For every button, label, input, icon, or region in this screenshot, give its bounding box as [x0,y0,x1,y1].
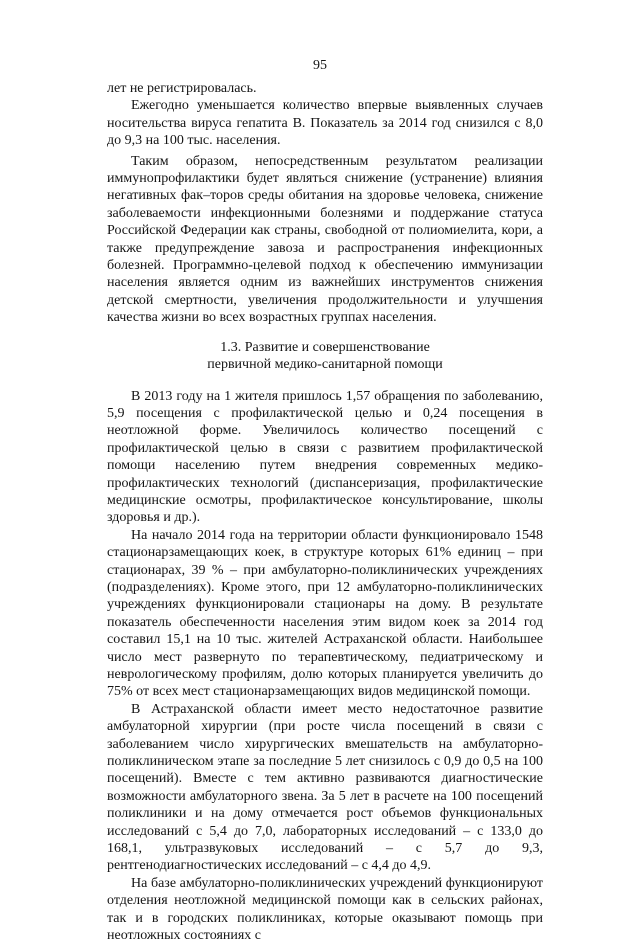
paragraph: На базе амбулаторно-поликлинических учреждений функционируют отделения неотложной медицинской помощи как в сельских районах, так и в городских поликлиниках, которые оказывают помощь при неотложных состояниях с [107,875,543,944]
paragraph: В 2013 году на 1 жителя пришлось 1,57 обращения по заболеванию, 5,9 посещения с профилактической целью и 0,24 посещения в неотложной форме. Увеличилось количество посещений с профилактической целью в связи с развитием профилактической помощи населению путем внедрения современных медико-профилактических технологий (диспансеризация, профилактические медицинские осмотры, профилактическое консультирование, школы здоровья и др.). [107,388,543,526]
section-heading-line: 1.3. Развитие и совершенствование [220,339,430,355]
body-text [107,80,543,945]
paragraph: лет не регистрировалась. [107,81,257,96]
paragraph: В Астраханской области имеет место недостаточное развитие амбулаторной хирургии (при росте числа посещений в связи с заболеванием число хирургических вмешательств на амбулаторно-поликлиническом этапе за последние 5 лет снизилось с 0,9 до 0,5 на 100 посещений). Вместе с тем активно развиваются диагностические возможности амбулаторного звена. За 5 лет в расчете на 100 посещений поликлиники и на дому отмечается рост объемов функциональных исследований с 5,4 до 7,0, лабораторных исследований – с 133,0 до 168,1, ультразвуковых исследований – с 5,7 до 9,3, рентгенодиагностических исследований – с 4,4 до 4,9. [107,701,543,874]
paragraph: Таким образом, непосредственным результатом реализации иммунопрофилактики будет являться снижение (устранение) влияния негативных фак–торов среды обитания на здоровье человека, снижение заболеваемости инфекционными болезнями и поддержание статуса Российской Федерации как страны, свободной от полиомиелита, кори, а также предупреждение завоза и распространения инфекционных болезней. Программно-целевой подход к обеспечению иммунизации населения является одним из важнейших инструментов снижения детской смертности, увеличения продолжительности и улучшения качества жизни во всех возрастных группах населения. [107,153,543,326]
paragraph: Ежегодно уменьшается количество впервые выявленных случаев носительства вируса гепатита B. Показатель за 2014 год снизился с 8,0 до 9,3 на 100 тыс. населения. [107,98,543,149]
section-heading [107,339,543,374]
paragraph: На начало 2014 года на территории области функционировало 1548 стационарзамещающих коек, в структуре которых 61% единиц – при стационарах, 39 % – при амбулаторно-поликлинических учреждениях (подразделениях). Кроме этого, при 12 амбулаторно-поликлинических учреждениях функционировали стационары на дому. В результате показатель обеспеченности населения этим видом коек за 2014 год составил 15,1 на 10 тыс. жителей Астраханской области. Наибольшее число мест развернуто по терапевтическому, педиатрическому и неврологическому профилям, долю которых планируется увеличить до 75% от всех мест стационарзамещающих видов медицинской помощи. [107,527,543,700]
page-number: 95 [313,58,327,73]
section-heading-line: первичной медико-санитарной помощи [207,357,443,373]
